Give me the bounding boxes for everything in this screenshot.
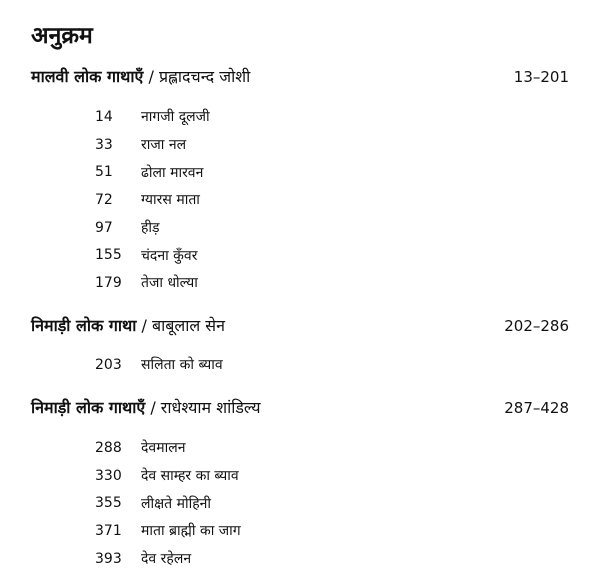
entry-page: 203 (95, 356, 122, 373)
list-item (95, 269, 210, 297)
list-item (95, 434, 241, 462)
list-item (95, 517, 241, 545)
section-heading-nimadi-sen (31, 314, 569, 340)
list-item (95, 241, 210, 269)
list-item (95, 462, 241, 490)
entry-title: लीक्षते मोहिनी (141, 495, 212, 512)
entry-list-nimadi-sen (95, 351, 223, 379)
entry-page: 179 (95, 274, 122, 291)
entry-list-nimadi-shandilya (95, 434, 241, 572)
entry-title: चंदना कुँवर (141, 247, 198, 264)
entry-page: 288 (95, 439, 122, 456)
section-page-range: 287–428 (504, 399, 569, 417)
list-item (95, 186, 210, 214)
entry-title: ढोला मारवन (141, 164, 204, 181)
entry-title: राजा नल (141, 137, 187, 154)
entry-page: 51 (95, 164, 113, 181)
section-separator: / (143, 67, 159, 86)
entry-title: सलिता को ब्याव (141, 357, 223, 374)
entry-page: 355 (95, 495, 122, 512)
entry-page: 33 (95, 136, 113, 153)
section-separator: / (145, 398, 161, 417)
entry-title: देव रहेलन (141, 551, 192, 568)
entry-title: देवमालन (141, 440, 186, 457)
section-title: मालवी लोक गाथाएँ (31, 67, 144, 86)
entry-list-malvi (95, 103, 210, 297)
entry-page: 72 (95, 191, 113, 208)
section-author: बाबूलाल सेन (151, 316, 225, 335)
section-page-range: 13–201 (513, 68, 569, 86)
entry-title: तेजा धोल्या (141, 275, 198, 292)
entry-title: नागजी दूलजी (141, 109, 210, 126)
entry-title: हीड़ (141, 220, 160, 237)
section-title-line (31, 314, 225, 336)
entry-page: 330 (95, 467, 122, 484)
entry-page: 14 (95, 108, 113, 125)
list-item (95, 545, 241, 573)
list-item (95, 103, 210, 131)
list-item (95, 214, 210, 242)
entry-title: देव साम्हर का ब्याव (141, 468, 239, 485)
section-title: निमाड़ी लोक गाथा (31, 316, 137, 335)
page-title: अनुक्रम (31, 23, 93, 49)
section-title: निमाड़ी लोक गाथाएँ (31, 398, 146, 417)
section-title-line (31, 396, 261, 418)
list-item (95, 131, 210, 159)
list-item (95, 158, 210, 186)
entry-page: 155 (95, 247, 122, 264)
entry-page: 371 (95, 522, 122, 539)
entry-page: 97 (95, 219, 113, 236)
section-title-line (31, 65, 250, 87)
list-item (95, 489, 241, 517)
section-heading-malvi (31, 65, 569, 91)
section-author: राधेश्याम शांडिल्य (160, 398, 261, 417)
section-author: प्रह्लादचन्द जोशी (158, 67, 251, 86)
list-item (95, 351, 223, 379)
section-separator: / (136, 316, 152, 335)
entry-title: ग्यारस माता (141, 192, 200, 209)
entry-page: 393 (95, 550, 122, 567)
section-heading-nimadi-shandilya (31, 396, 569, 422)
entry-title: माता ब्राह्मी का जाग (141, 523, 241, 540)
section-page-range: 202–286 (504, 317, 569, 335)
